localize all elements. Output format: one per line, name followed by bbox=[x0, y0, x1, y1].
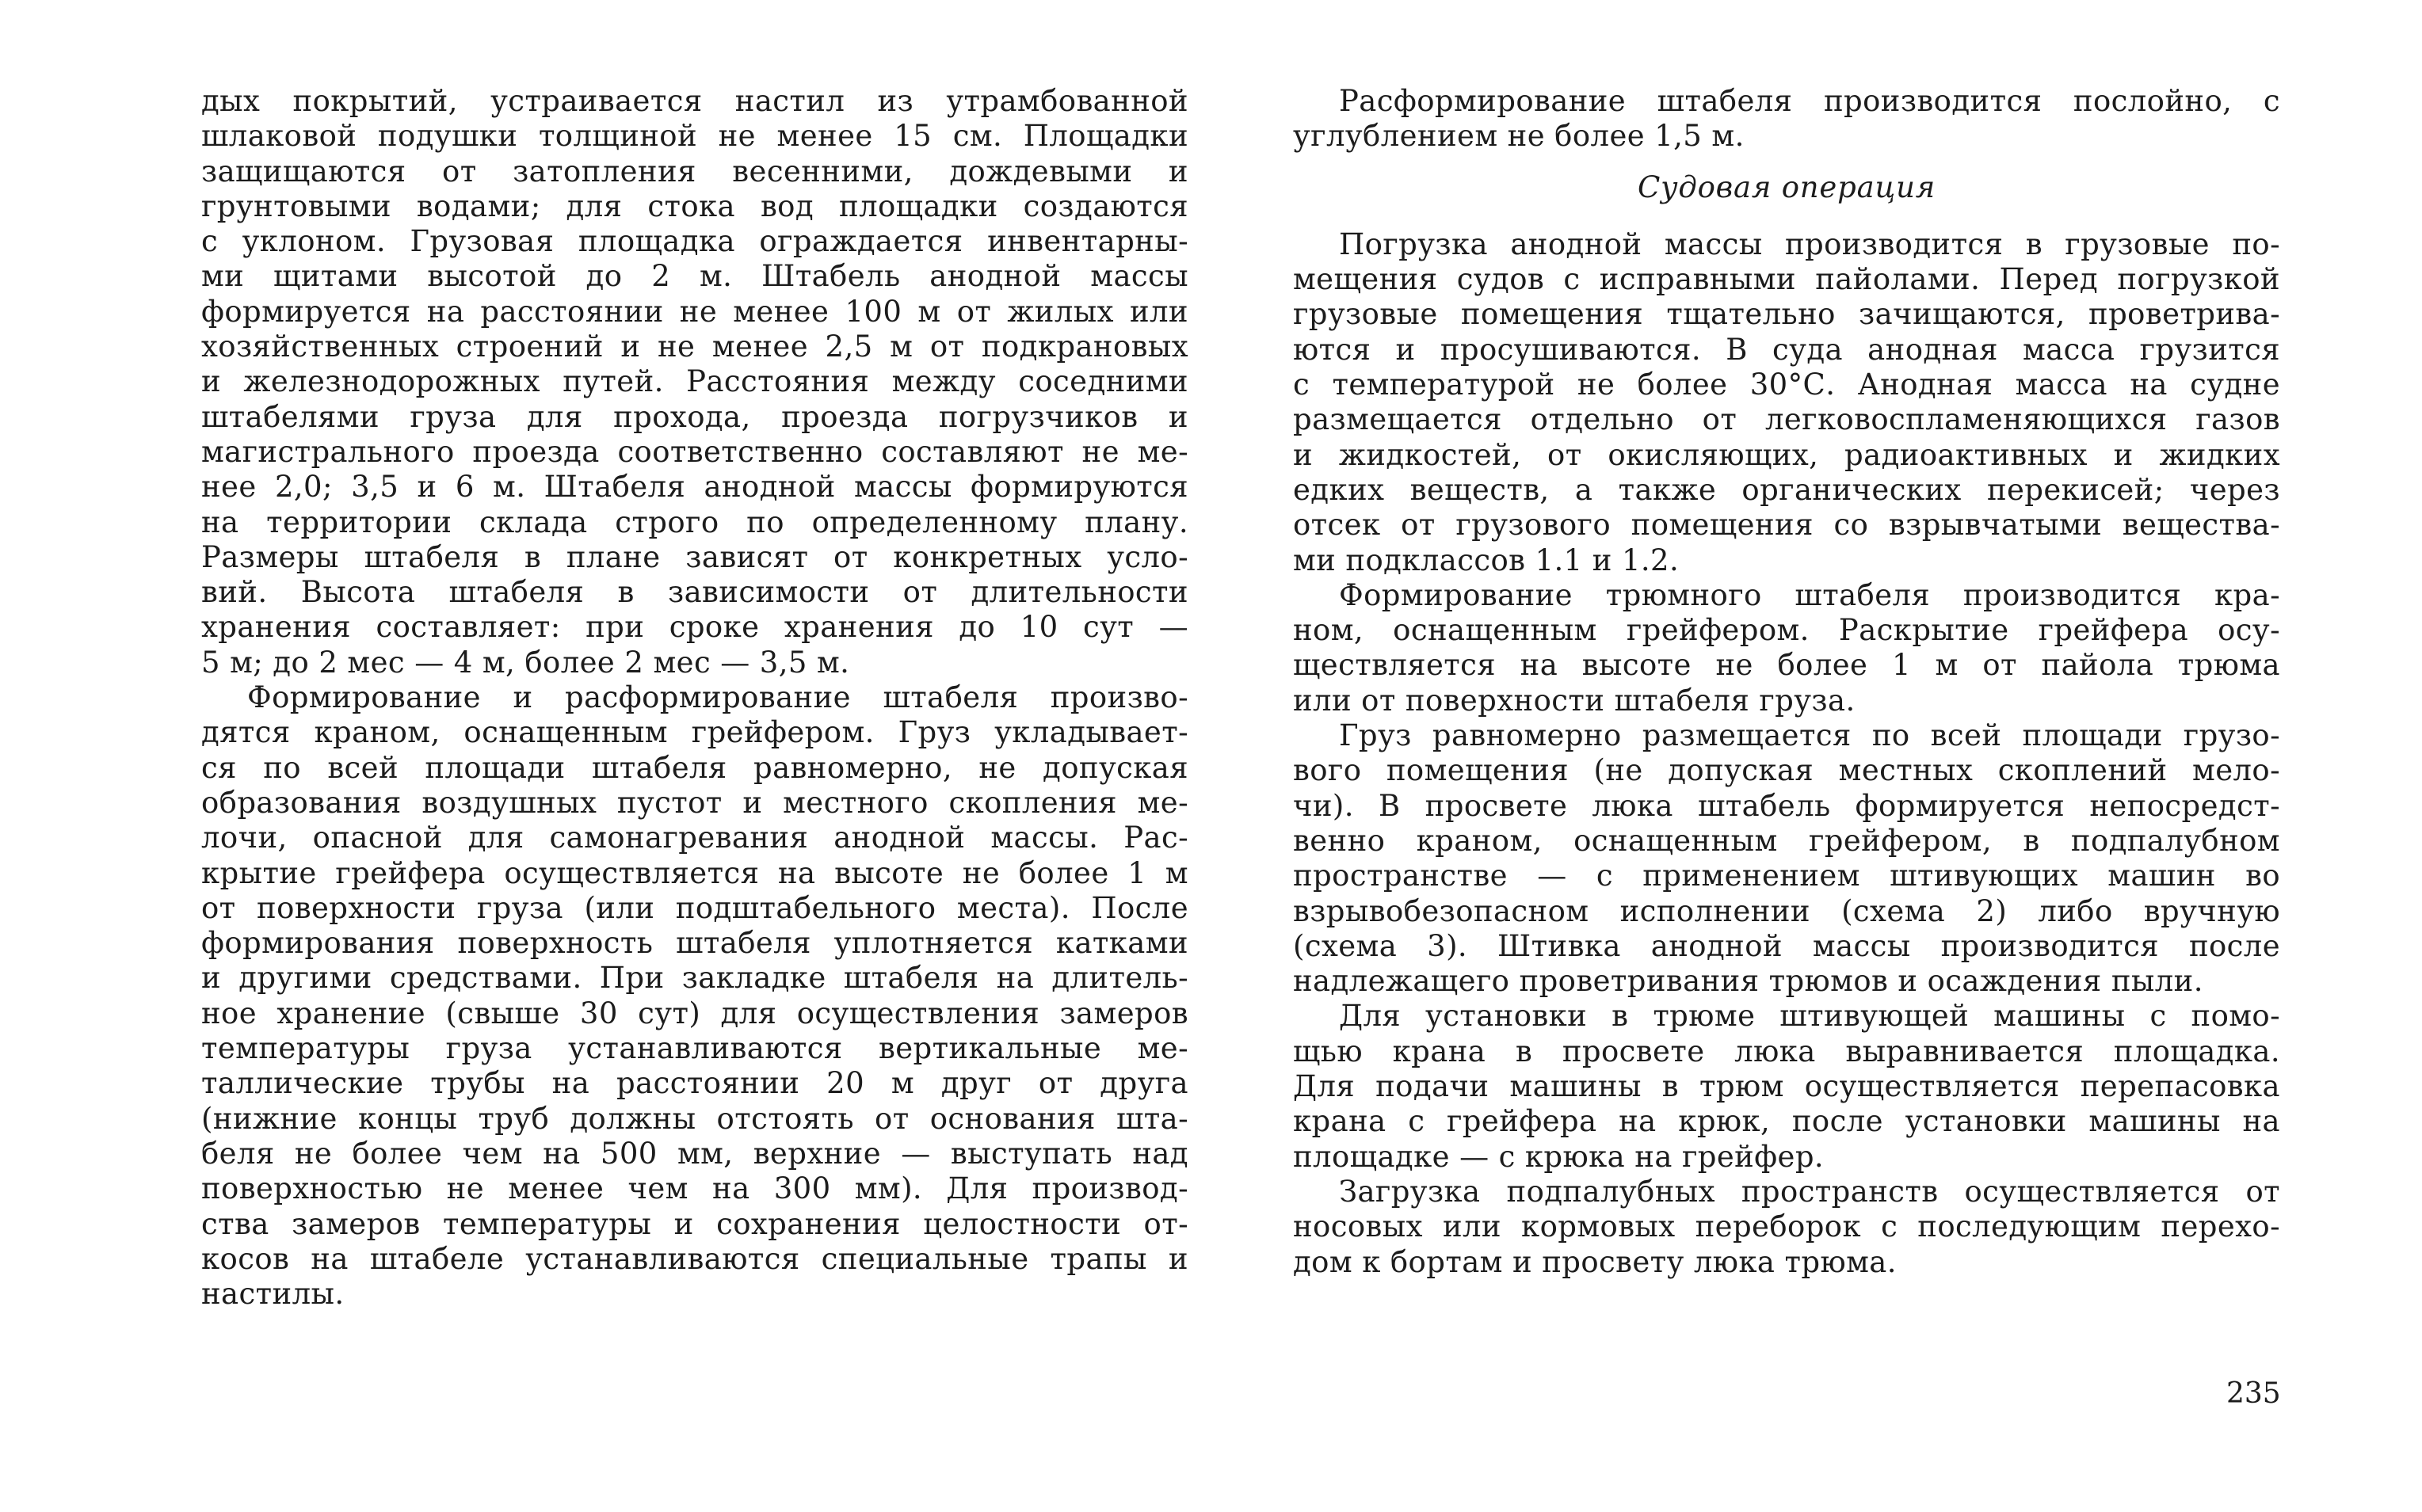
text-line: крана с грейфера на крюк, после установки машины на bbox=[1293, 1104, 2280, 1139]
text-line: шлаковой подушки толщиной не менее 15 см. Площадки bbox=[201, 119, 1188, 154]
text-line: и другими средствами. При закладке штабеля на длитель- bbox=[201, 961, 1188, 996]
text-line: Для подачи машины в трюм осуществляется перепасовка bbox=[1293, 1069, 2280, 1104]
text-line: взрывобезопасном исполнении (схема 2) либо вручную bbox=[1293, 893, 2280, 928]
text-line: ществляется на высоте не более 1 м от пайола трюма bbox=[1293, 648, 2280, 683]
text-line: защищаются от затопления весенними, дождевыми и bbox=[201, 154, 1188, 189]
text-line: ном, оснащенным грейфером. Раскрытие грейфера осу- bbox=[1293, 613, 2280, 648]
text-line: ются и просушиваются. В суда анодная масса грузится bbox=[1293, 332, 2280, 367]
text-line: вий. Высота штабеля в зависимости от длительности bbox=[201, 575, 1188, 610]
paragraph bbox=[1293, 84, 2280, 154]
left-text-column bbox=[201, 84, 1188, 1312]
paragraph bbox=[201, 680, 1188, 1312]
text-line: Расформирование штабеля производится послойно, с bbox=[1339, 84, 2280, 118]
text-line: лочи, опасной для самонагревания анодной массы. Рас- bbox=[201, 821, 1188, 855]
page-number: 235 bbox=[2226, 1377, 2281, 1410]
text-line: венно краном, оснащенным грейфером, в подпалубном bbox=[1293, 823, 2280, 858]
text-line: косов на штабеле устанавливаются специальные трапы и bbox=[201, 1241, 1188, 1276]
paragraph bbox=[1293, 1175, 2280, 1280]
text-line: грунтовыми водами; для стока вод площадки создаются bbox=[201, 189, 1188, 223]
text-line: или от поверхности штабеля груза. bbox=[1293, 683, 1856, 718]
text-line: носовых или кормовых переборок с последующим перехо- bbox=[1293, 1209, 2280, 1244]
text-line: магистрального проезда соответственно составляют не ме- bbox=[201, 434, 1188, 469]
text-line: дом к бортам и просвету люка трюма. bbox=[1293, 1244, 1897, 1279]
text-line: ми щитами высотой до 2 м. Штабель анодной массы bbox=[201, 259, 1188, 294]
text-line: углублением не более 1,5 м. bbox=[1293, 119, 1745, 154]
section-heading: Судовая операция bbox=[1637, 169, 1936, 204]
text-line: Формирование трюмного штабеля производится кра- bbox=[1339, 577, 2280, 612]
text-line: 5 м; до 2 мес — 4 м, более 2 мес — 3,5 м. bbox=[201, 645, 850, 680]
text-line: размещается отдельно от легковоспламеняющихся газов bbox=[1293, 402, 2280, 437]
text-line: мещения судов с исправными пайолами. Перед погрузкой bbox=[1293, 262, 2280, 297]
text-line: хранения составляет: при сроке хранения до 10 сут — bbox=[201, 610, 1188, 645]
text-line: надлежащего проветривания трюмов и осаждения пыли. bbox=[1293, 964, 2203, 999]
text-line: хозяйственных строений и не менее 2,5 м от подкрановых bbox=[201, 329, 1188, 364]
text-line: на территории склада строго по определенному плану. bbox=[201, 505, 1188, 539]
text-line: чи). В просвете люка штабель формируется непосредст- bbox=[1293, 788, 2280, 823]
text-line: ства замеров температуры и сохранения целостности от- bbox=[201, 1206, 1188, 1241]
text-line: и железнодорожных путей. Расстояния между соседними bbox=[201, 364, 1188, 399]
text-line: штабелями груза для прохода, проезда погрузчиков и bbox=[201, 399, 1188, 434]
text-line: формируется на расстоянии не менее 100 м от жилых или bbox=[201, 294, 1188, 329]
text-line: с температурой не более 30°С. Анодная масса на судне bbox=[1293, 368, 2280, 402]
text-line: (схема 3). Штивка анодной массы производится после bbox=[1293, 928, 2280, 963]
text-line: формирования поверхность штабеля уплотняется катками bbox=[201, 926, 1188, 961]
text-line: с уклоном. Грузовая площадка ограждается инвентарны- bbox=[201, 224, 1188, 259]
text-line: ное хранение (свыше 30 сут) для осуществления замеров bbox=[201, 996, 1188, 1030]
text-line: вого помещения (не допуская местных скоплений мело- bbox=[1293, 753, 2280, 788]
text-line: образования воздушных пустот и местного скопления ме- bbox=[201, 785, 1188, 820]
right-text-column bbox=[1293, 84, 2280, 1280]
text-line: крытие грейфера осуществляется на высоте не более 1 м bbox=[201, 855, 1188, 890]
text-line: беля не более чем на 500 мм, верхние — выступать над bbox=[201, 1136, 1188, 1171]
text-line: и жидкостей, от окисляющих, радиоактивных и жидких bbox=[1293, 437, 2280, 472]
text-line: площадке — с крюка на грейфер. bbox=[1293, 1139, 1825, 1174]
text-line: ми подклассов 1.1 и 1.2. bbox=[1293, 543, 1680, 577]
text-line: Формирование и расформирование штабеля произво- bbox=[247, 680, 1188, 715]
text-line: ся по всей площади штабеля равномерно, не допуская bbox=[201, 750, 1188, 785]
text-line: таллические трубы на расстоянии 20 м друг от друга bbox=[201, 1066, 1188, 1101]
text-line: температуры груза устанавливаются вертикальные ме- bbox=[201, 1031, 1188, 1066]
text-line: Размеры штабеля в плане зависят от конкретных усло- bbox=[201, 539, 1188, 574]
text-line: нее 2,0; 3,5 и 6 м. Штабеля анодной массы формируются bbox=[201, 470, 1188, 505]
text-line: щью крана в просвете люка выравнивается площадка. bbox=[1293, 1034, 2280, 1068]
text-line: отсек от грузового помещения со взрывчатыми вещества- bbox=[1293, 508, 2280, 543]
text-line: поверхностью не менее чем на 300 мм). Для производ- bbox=[201, 1171, 1188, 1206]
text-line: (нижние концы труб должны отстоять от основания шта- bbox=[201, 1101, 1188, 1136]
text-line: Груз равномерно размещается по всей площади грузо- bbox=[1339, 718, 2280, 753]
text-line: от поверхности груза (или подштабельного места). После bbox=[201, 890, 1188, 925]
paragraph bbox=[1293, 999, 2280, 1174]
paragraph bbox=[1293, 578, 2280, 718]
text-line: Погрузка анодной массы производится в грузовые по- bbox=[1339, 227, 2280, 261]
text-line: Для установки в трюме штивующей машины с помо- bbox=[1339, 999, 2280, 1034]
paragraph bbox=[1293, 718, 2280, 999]
text-line: едких веществ, а также органических перекисей; через bbox=[1293, 472, 2280, 507]
paragraph bbox=[201, 84, 1188, 680]
text-line: грузовые помещения тщательно зачищаются, проветрива- bbox=[1293, 297, 2280, 332]
text-line: настилы. bbox=[201, 1277, 345, 1312]
text-line: дятся краном, оснащенным грейфером. Груз укладывает- bbox=[201, 715, 1188, 750]
text-line: дых покрытий, устраивается настил из утрамбованной bbox=[201, 84, 1188, 118]
text-line: пространстве — с применением штивующих машин во bbox=[1293, 859, 2280, 893]
text-line: Загрузка подпалубных пространств осуществляется от bbox=[1339, 1174, 2280, 1209]
paragraph bbox=[1293, 227, 2280, 578]
